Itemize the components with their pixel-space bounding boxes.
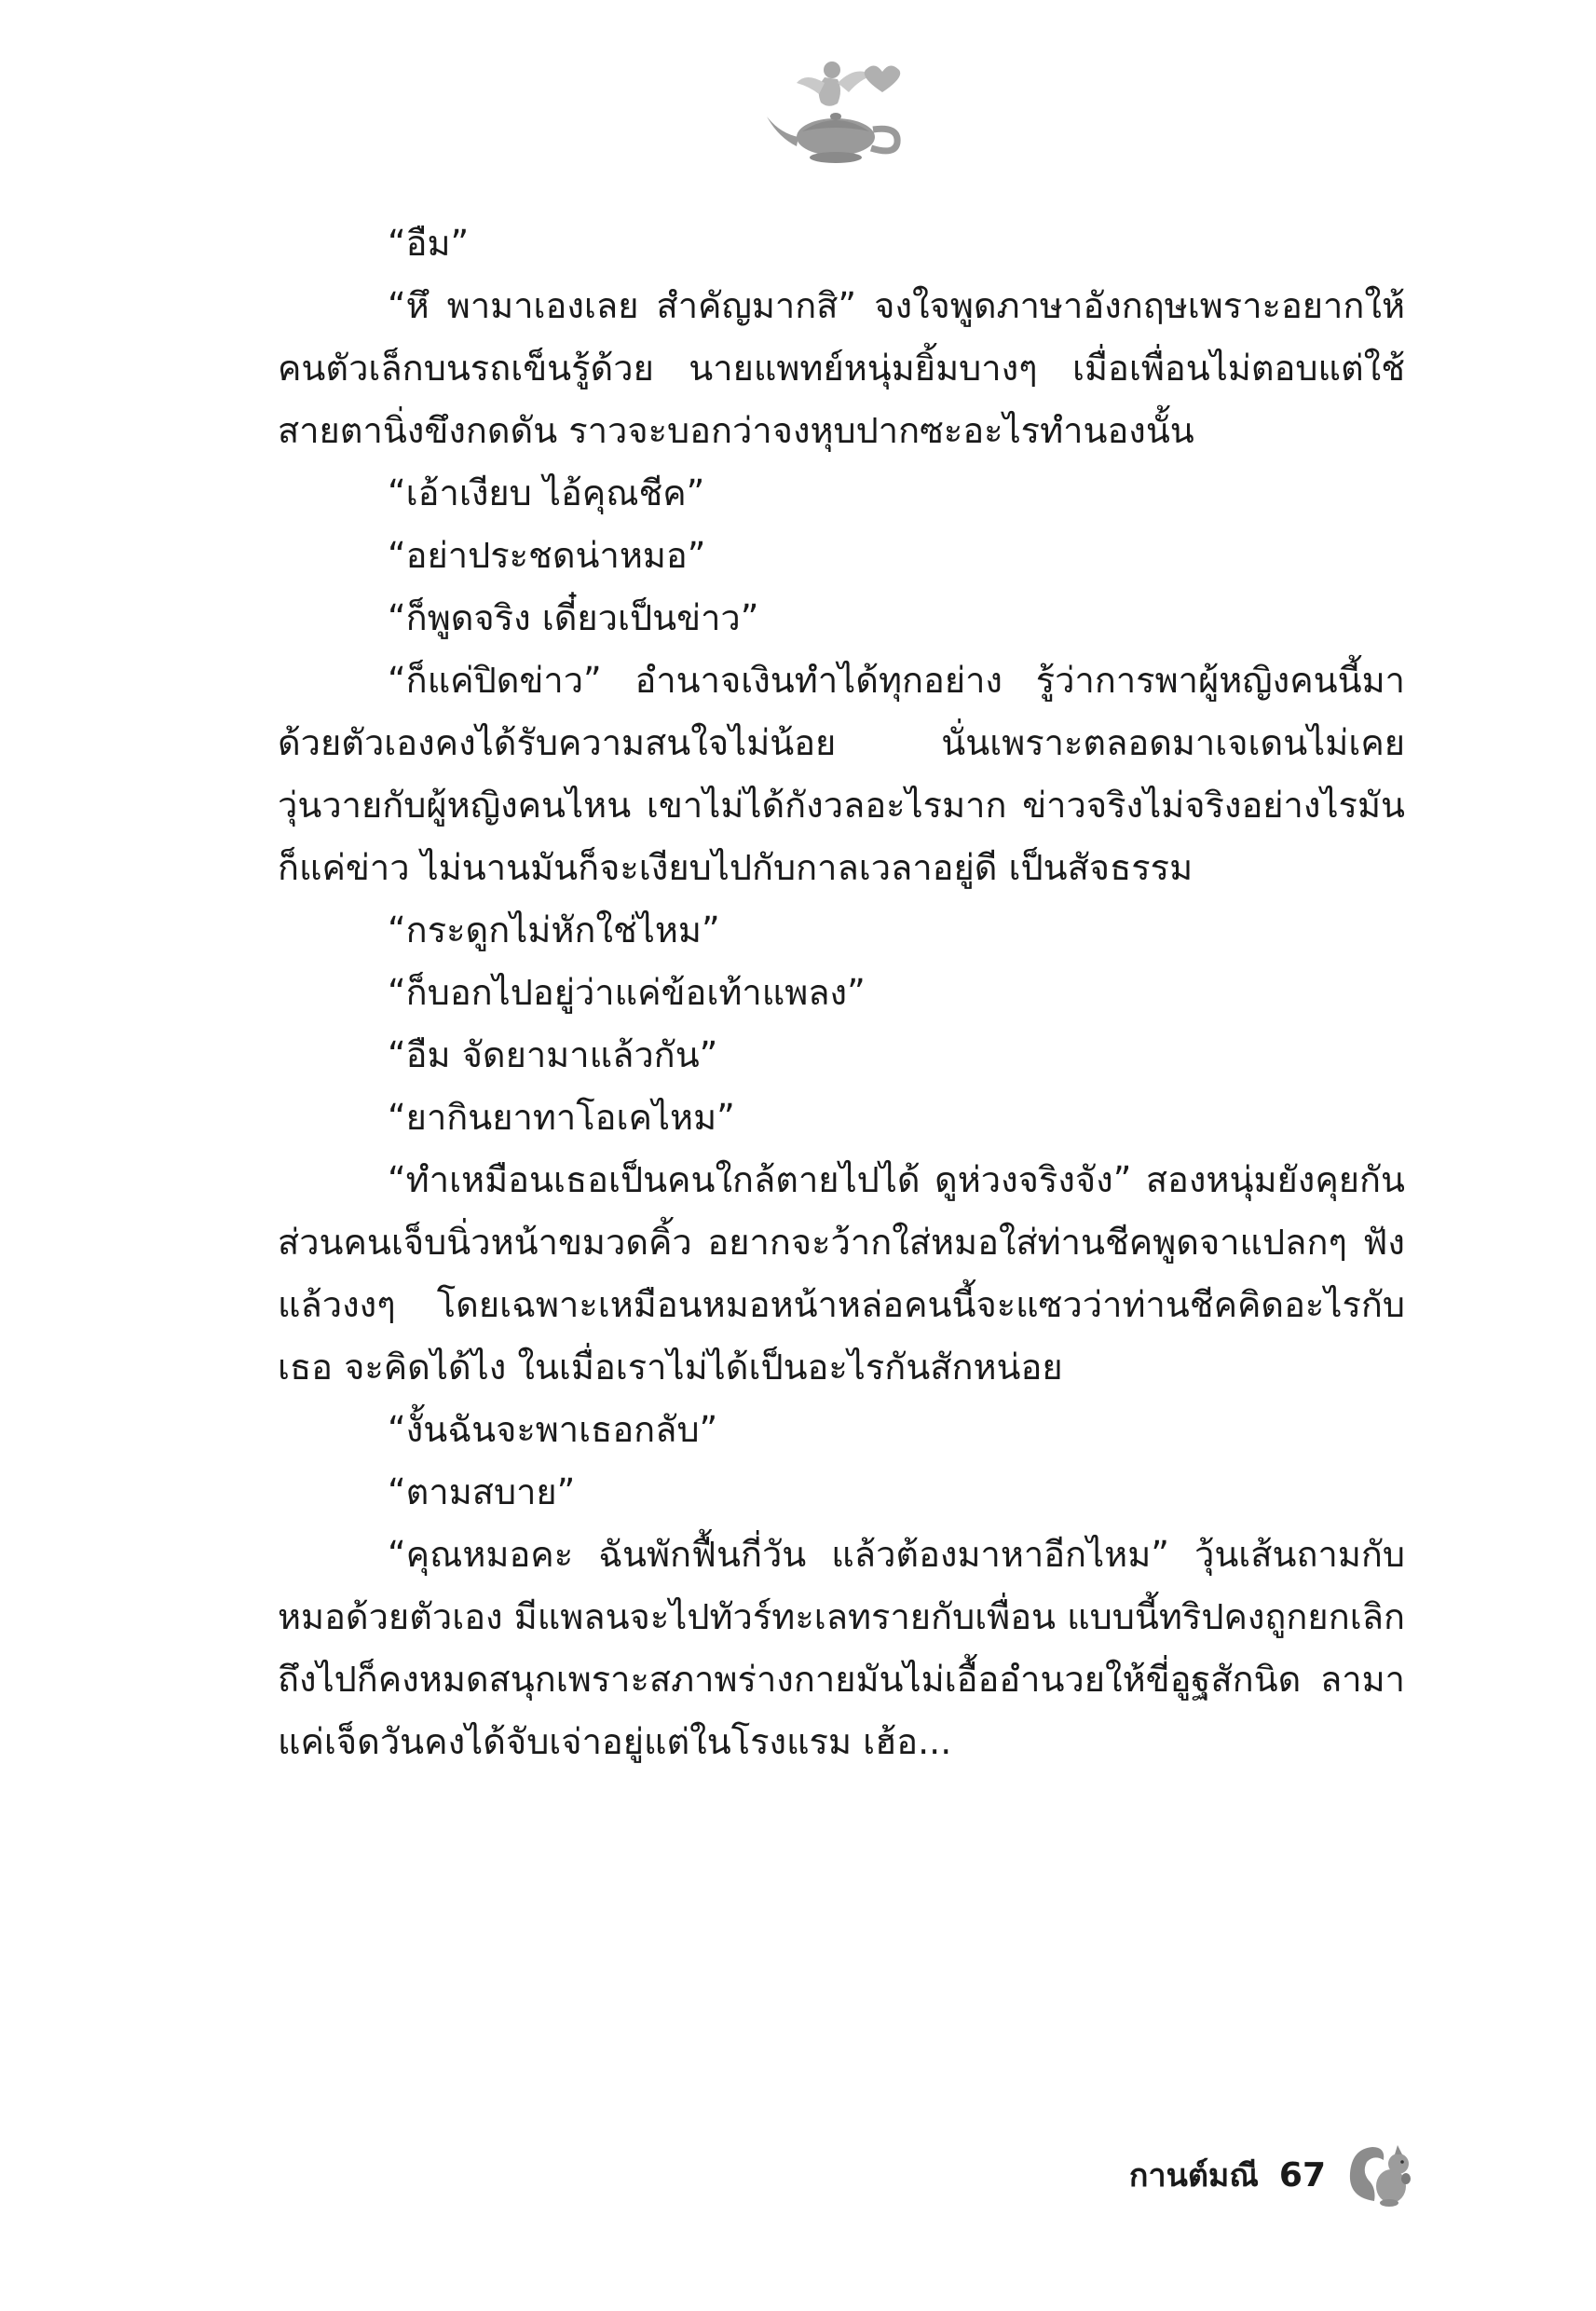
book-title: กานต์มณี [1128, 2157, 1259, 2195]
paragraph: “อืม จัดยามาแล้วกัน” [388, 1034, 718, 1075]
page-footer [1129, 2141, 1419, 2208]
body-text [278, 212, 1405, 1773]
page-number: 67 [1278, 2155, 1326, 2195]
paragraph: “เอ้าเงียบ ไอ้คุณชีค” [388, 472, 705, 513]
teapot-cupid-ornament-icon [759, 51, 918, 172]
paragraph: “อย่าประชดน่าหมอ” [388, 535, 706, 576]
paragraph: “ก็พูดจริง เดี๋ยวเป็นข่าว” [388, 597, 759, 638]
paragraph: “อืม” [388, 223, 470, 264]
paragraph: “ทำเหมือนเธอเป็นคนใกล้ตายไปได้ ดูห่วงจริงจัง” สองหนุ่มยังคุยกัน ส่วนคนเจ็บนิ่วหน้าขมวดคิ้ว อยากจะว้ากใส่หมอใส่ท่านชีคพูดจาแปลกๆ ฟังแล้วงงๆ โดยเฉพาะเหมือนหมอหน้าหล่อคนนี้จะแซวว่าท่านชีคคิดอะไรกับเธอ จะคิดได้ไง ในเมื่อเราไม่ได้เป็นอะไรกันสักหน่อย [278, 1159, 1405, 1388]
paragraph: “หึ พามาเองเลย สำคัญมากสิ” จงใจพูดภาษาอังกฤษเพราะอยากให้คนตัวเล็กบนรถเข็นรู้ด้วย นายแพทย์หนุ่มยิ้มบางๆ เมื่อเพื่อนไม่ตอบแต่ใช้สายตานิ่งขึงกดดัน ราวจะบอกว่าจงหุบปากซะอะไรทำนองนั้น [278, 285, 1405, 451]
paragraph: “ก็บอกไปอยู่ว่าแค่ข้อเท้าแพลง” [388, 972, 866, 1013]
paragraph: “ยากินยาทาโอเคไหม” [388, 1097, 735, 1138]
paragraph: “กระดูกไม่หักใช่ไหม” [388, 909, 720, 950]
paragraph: “คุณหมอคะ ฉันพักฟื้นกี่วัน แล้วต้องมาหาอีกไหม” วุ้นเส้นถามกับหมอด้วยตัวเอง มีแพลนจะไปทัวร์ทะเลทรายกับเพื่อน แบบนี้ทริปคงถูกยกเลิก ถึงไปก็คงหมดสนุกเพราะสภาพร่างกายมันไม่เอื้ออำนวยให้ขี่อูฐสักนิด ลามาแค่เจ็ดวันคงได้จับเจ่าอยู่แต่ในโรงแรม เฮ้อ... [278, 1534, 1405, 1762]
paragraph: “ตามสบาย” [388, 1471, 576, 1512]
paragraph: “งั้นฉันจะพาเธอกลับ” [388, 1409, 718, 1450]
squirrel-icon [1346, 2141, 1419, 2208]
paragraph: “ก็แค่ปิดข่าว” อำนาจเงินทำได้ทุกอย่าง รู้ว่าการพาผู้หญิงคนนี้มาด้วยตัวเองคงได้รับความสนใจไม่น้อย นั่นเพราะตลอดมาเจเดนไม่เคยวุ่นวายกับผู้หญิงคนไหน เขาไม่ได้กังวลอะไรมาก ข่าวจริงไม่จริงอย่างไรมันก็แค่ข่าว ไม่นานมันก็จะเงียบไปกับกาลเวลาอยู่ดี เป็นสัจธรรม [278, 660, 1405, 888]
